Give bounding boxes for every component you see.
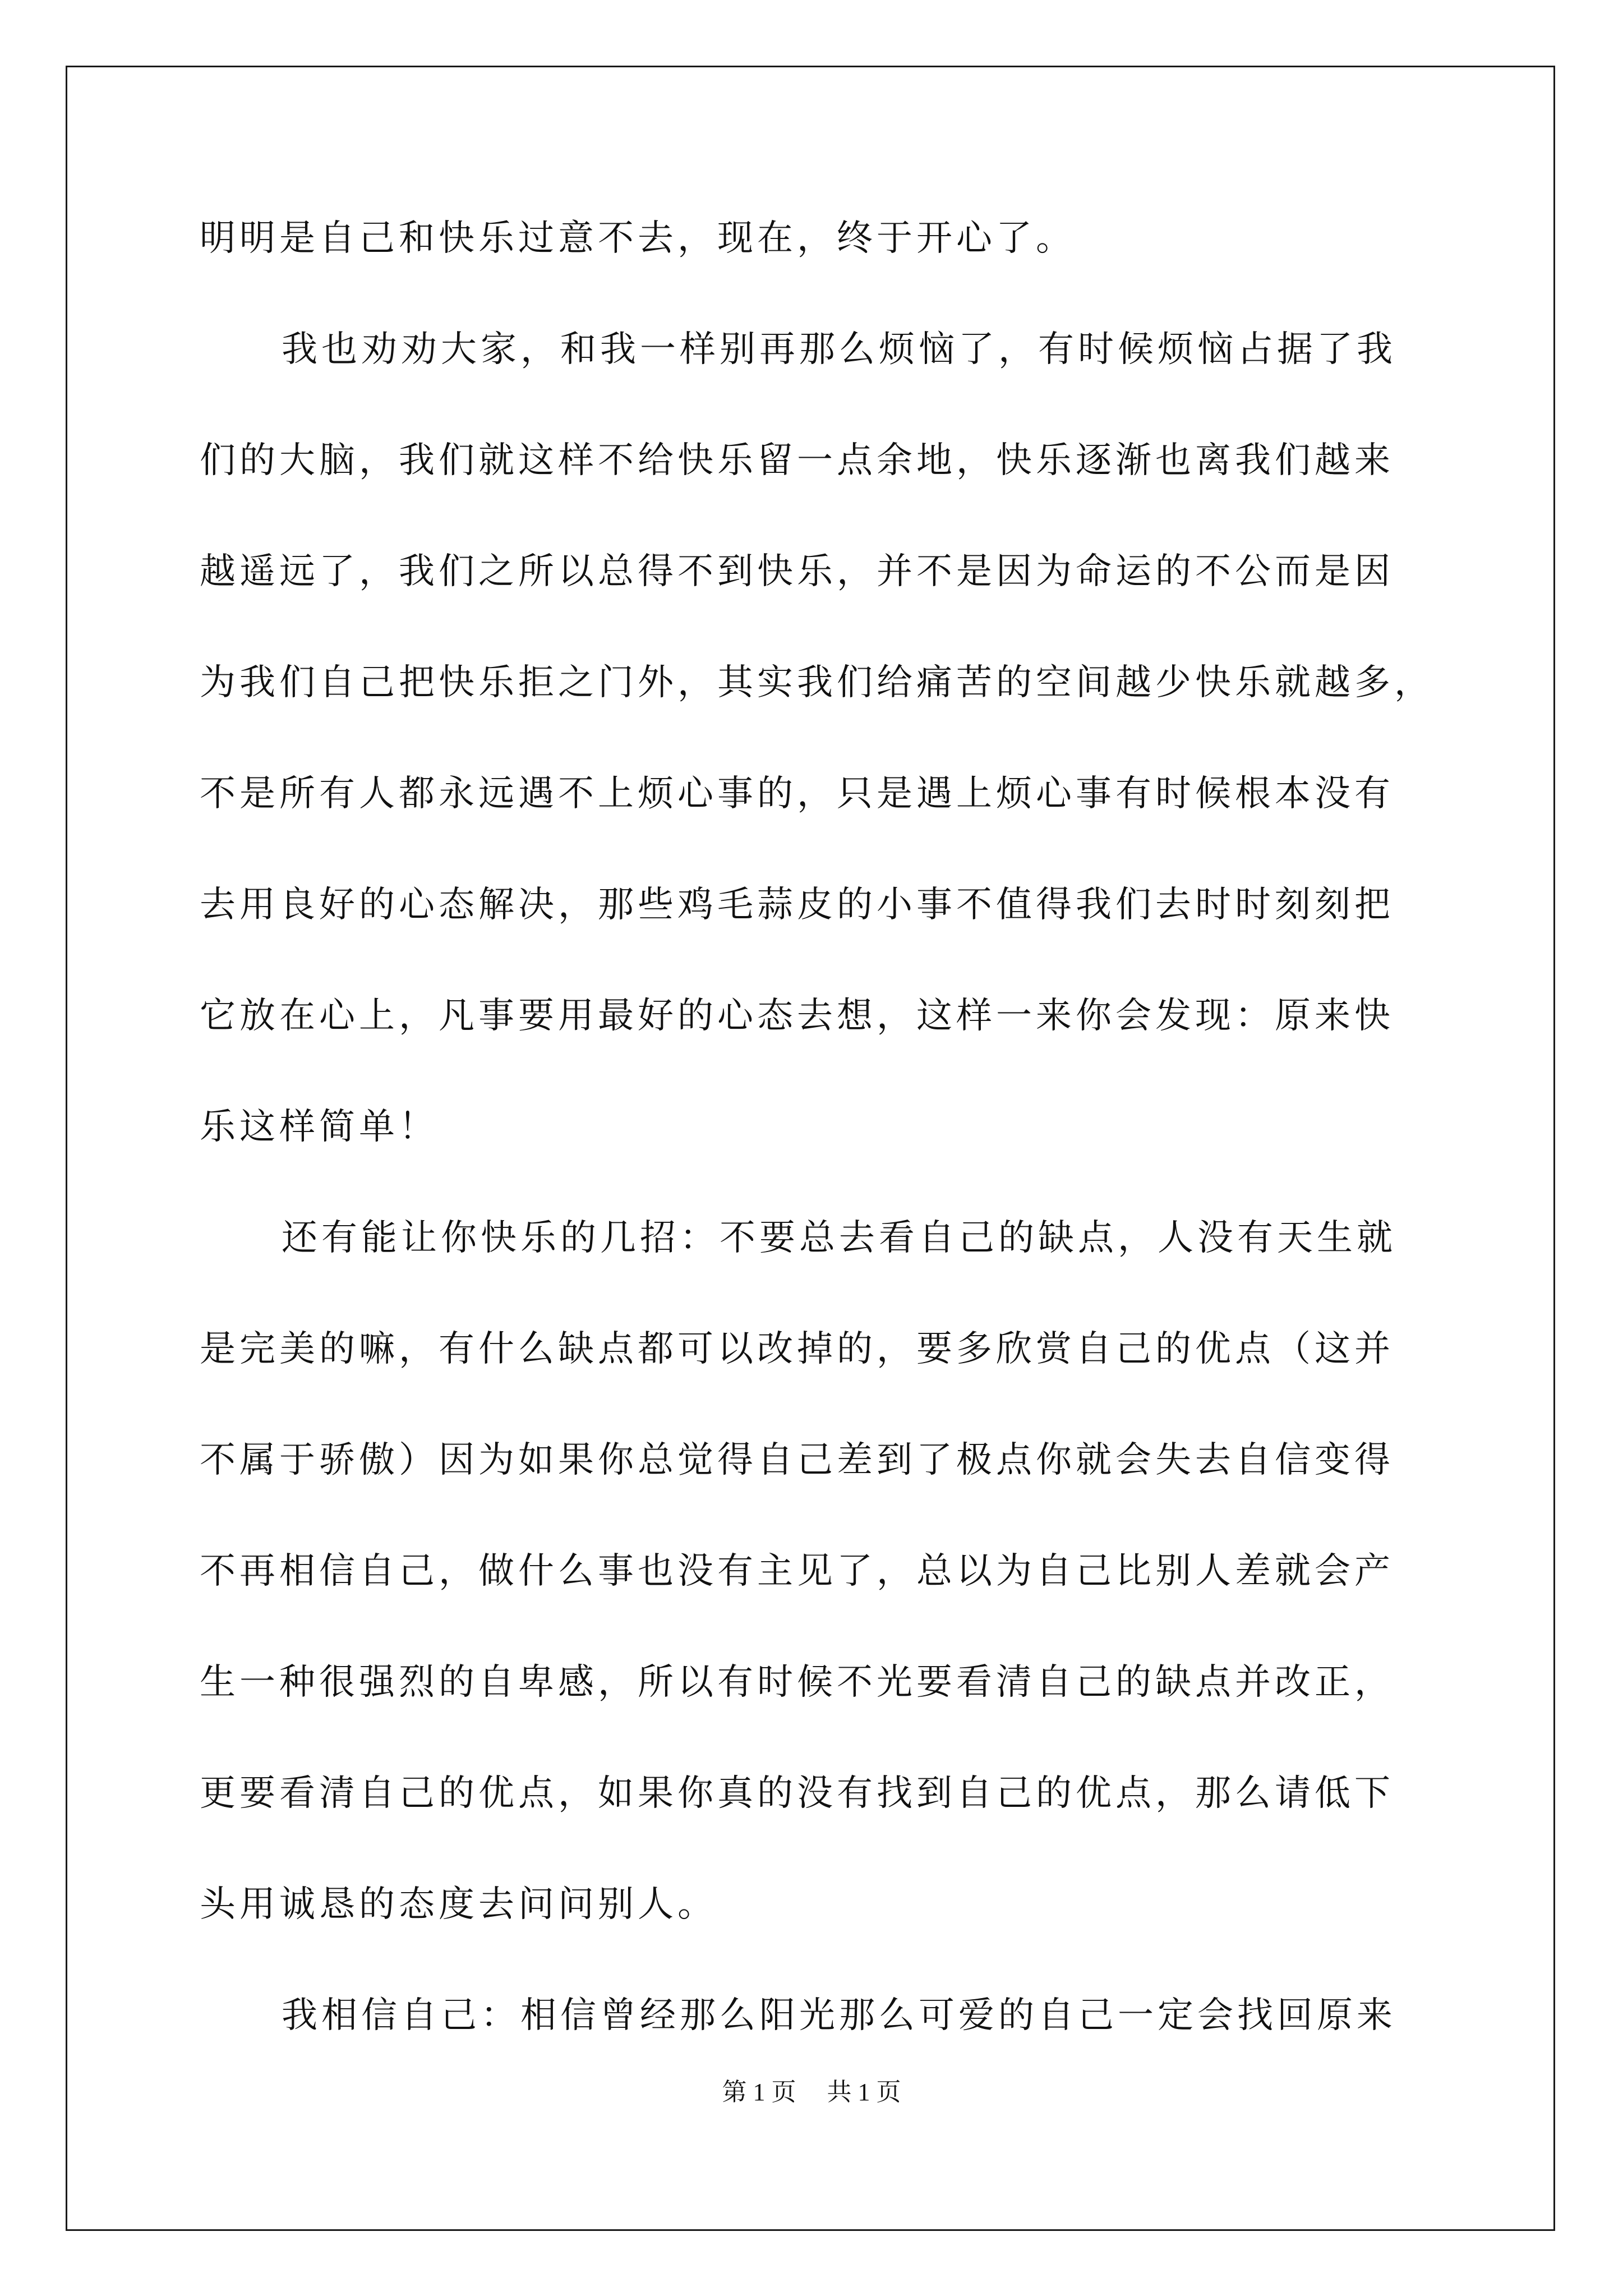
text-line: 越遥远了，我们之所以总得不到快乐，并不是因为命运的不公而是因 [200, 551, 1394, 592]
text-line: 还有能让你快乐的几招：不要总去看自己的缺点，人没有天生就 [282, 1217, 1396, 1259]
text-line: 不再相信自己，做什么事也没有主见了，总以为自己比别人差就会产 [200, 1550, 1394, 1592]
text-line: 为我们自己把快乐拒之门外，其实我们给痛苦的空间越少快乐就越多， [200, 662, 1434, 703]
text-line: 乐这样简单！ [200, 1106, 439, 1148]
text-line: 我相信自己：相信曾经那么阳光那么可爱的自己一定会找回原来 [282, 1995, 1396, 2036]
text-line: 是完美的嘛，有什么缺点都可以改掉的，要多欣赏自己的优点（这并 [200, 1328, 1394, 1370]
text-line: 更要看清自己的优点，如果你真的没有找到自己的优点，那么请低下 [200, 1773, 1394, 1814]
text-line: 生一种很强烈的自卑感，所以有时候不光要看清自己的缺点并改正， [200, 1662, 1394, 1703]
text-line: 明明是自己和快乐过意不去，现在，终于开心了。 [200, 218, 1076, 259]
text-line: 头用诚恳的态度去问问别人。 [200, 1884, 717, 1925]
text-line: 们的大脑，我们就这样不给快乐留一点余地，快乐逐渐也离我们越来 [200, 440, 1394, 481]
text-line: 不是所有人都永远遇不上烦心事的，只是遇上烦心事有时候根本没有 [200, 773, 1394, 815]
text-line: 去用良好的心态解决，那些鸡毛蒜皮的小事不值得我们去时时刻刻把 [200, 884, 1394, 926]
text-line: 它放在心上，凡事要用最好的心态去想，这样一来你会发现：原来快 [200, 995, 1394, 1037]
document-body [200, 205, 1445, 2093]
text-line: 不属于骄傲）因为如果你总觉得自己差到了极点你就会失去自信变得 [200, 1439, 1394, 1481]
text-line: 我也劝劝大家，和我一样别再那么烦恼了，有时候烦恼占据了我 [282, 329, 1396, 370]
page-number-footer: 第 1 页 共 1 页 [722, 2078, 901, 2106]
